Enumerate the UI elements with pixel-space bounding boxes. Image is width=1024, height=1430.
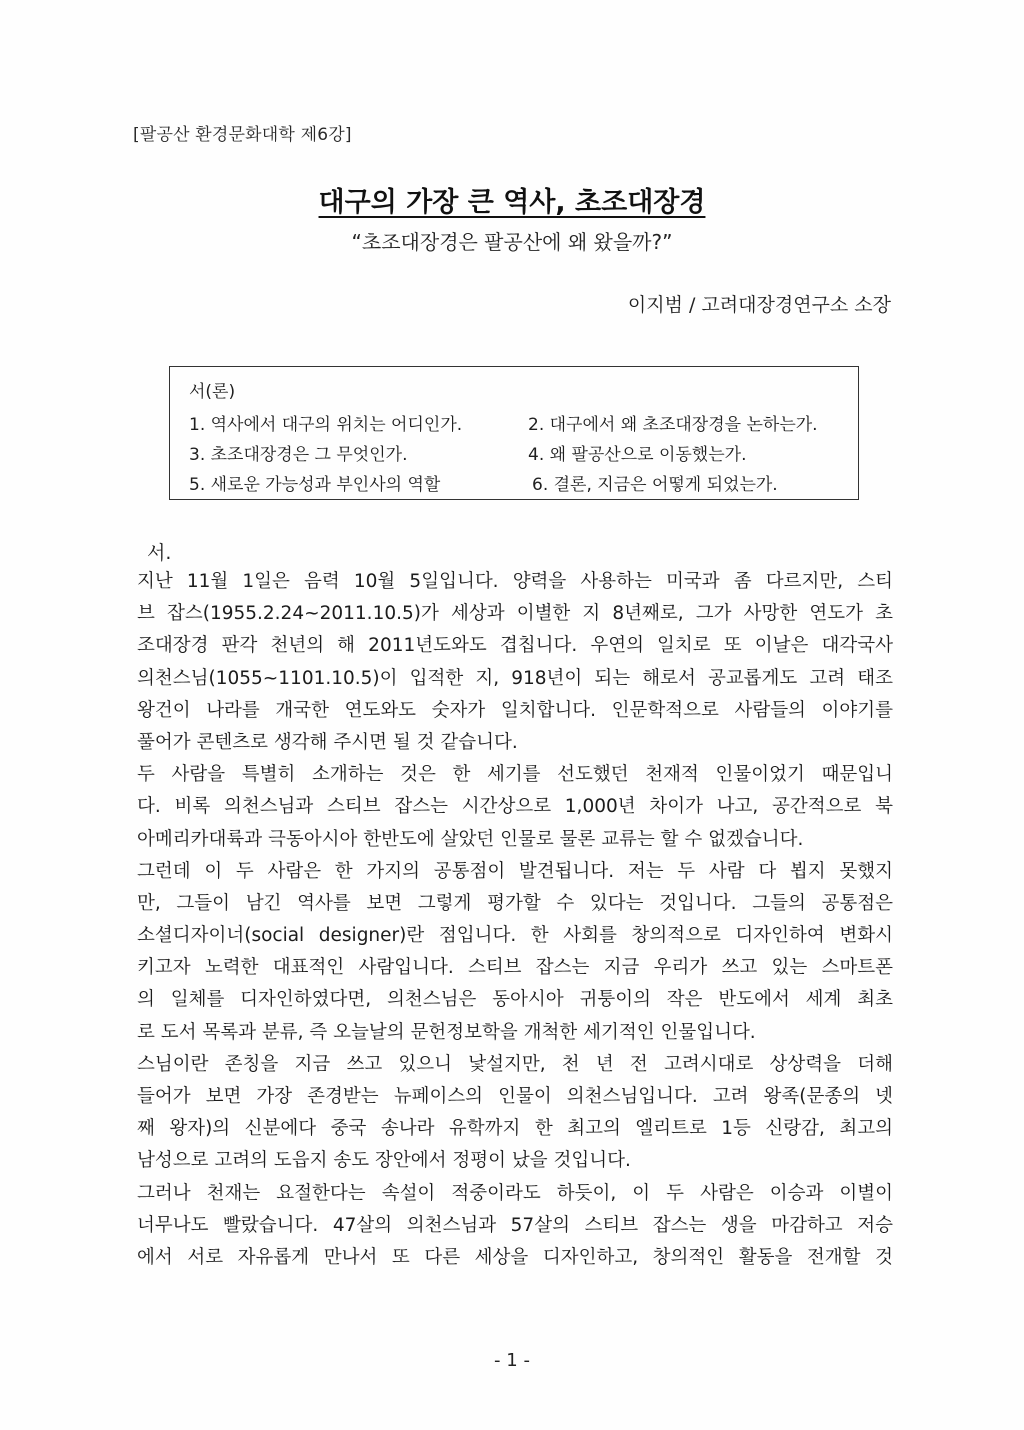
page-subtitle: “초조대장경은 팔공산에 왜 왔을까?” xyxy=(351,230,673,254)
text-line: 조대장경 판각 천년의 해 2011년도와도 겹칩니다. 우연의 일치로 또 이날은 대각국사 xyxy=(137,635,893,657)
text-line: 에서 서로 자유롭게 만나서 또 다른 세상을 디자인하고, 창의적인 활동을 전개할 것 xyxy=(137,1246,893,1268)
text-line: 그러나 천재는 요절한다는 속설이 적중이라도 하듯이, 이 두 사람은 이승과 이별이 xyxy=(137,1182,893,1204)
toc-item: 6. 결론, 지금은 어떻게 되었는가. xyxy=(532,475,778,495)
text-line: 너무나도 빨랐습니다. 47살의 의천스님과 57살의 스티브 잡스는 생을 마감하고 저승 xyxy=(137,1214,893,1236)
toc-heading: 서(론) xyxy=(189,382,236,402)
text-line: 의 일체를 디자인하였다면, 의천스님은 동아시아 귀퉁이의 작은 반도에서 세계 최초 xyxy=(137,989,893,1011)
text-line: 남성으로 고려의 도읍지 송도 장안에서 정평이 났을 것입니다. xyxy=(137,1150,631,1172)
text-line: 브 잡스(1955.2.24~2011.10.5)가 세상과 이별한 지 8년째로, 그가 사망한 연도가 초 xyxy=(137,603,893,625)
text-line: 의천스님(1055~1101.10.5)이 입적한 지, 918년이 되는 해로서 공교롭게도 고려 태조 xyxy=(137,667,893,689)
page-title-text: 대구의 가장 큰 역사, 초조대장경 xyxy=(318,187,706,218)
body-text xyxy=(137,566,893,1274)
series-label: [팔공산 환경문화대학 제6강] xyxy=(133,125,352,145)
text-line: 다. 비록 의천스님과 스티브 잡스는 시간상으로 1,000년 차이가 나고, 공간적으로 북 xyxy=(137,796,893,818)
page-number: - 1 - xyxy=(494,1350,530,1371)
table-of-contents xyxy=(169,366,859,500)
text-line: 풀어가 콘텐츠로 생각해 주시면 될 것 같습니다. xyxy=(137,731,518,753)
toc-item: 5. 새로운 가능성과 부인사의 역할 xyxy=(189,475,441,495)
section-marker: 서. xyxy=(147,542,172,564)
toc-item: 3. 초조대장경은 그 무엇인가. xyxy=(189,445,408,465)
author-line: 이지범 / 고려대장경연구소 소장 xyxy=(627,294,891,316)
text-line: 째 왕자)의 신분에다 중국 송나라 유학까지 한 최고의 엘리트로 1등 신랑감, 최고의 xyxy=(137,1118,893,1140)
text-line: 키고자 노력한 대표적인 사람입니다. 스티브 잡스는 지금 우리가 쓰고 있는 스마트폰 xyxy=(137,957,893,979)
text-line: 스님이란 존칭을 지금 쓰고 있으니 낯설지만, 천 년 전 고려시대로 상상력을 더해 xyxy=(137,1053,893,1075)
page-title xyxy=(0,180,1024,219)
text-line: 지난 11월 1일은 음력 10월 5일입니다. 양력을 사용하는 미국과 좀 다르지만, 스티 xyxy=(137,571,893,592)
toc-item: 4. 왜 팔공산으로 이동했는가. xyxy=(528,445,747,465)
text-line: 아메리카대륙과 극동아시아 한반도에 살았던 인물로 물론 교류는 할 수 없겠습니다. xyxy=(137,828,804,850)
text-line: 로 도서 목록과 분류, 즉 오늘날의 문헌정보학을 개척한 세기적인 인물입니다. xyxy=(137,1021,756,1043)
text-line: 두 사람을 특별히 소개하는 것은 한 세기를 선도했던 천재적 인물이었기 때문입니 xyxy=(137,764,893,786)
text-line: 그런데 이 두 사람은 한 가지의 공통점이 발견됩니다. 저는 두 사람 다 뵙지 못했지 xyxy=(137,860,893,882)
text-line: 소셜디자이너(social designer)란 점입니다. 한 사회를 창의적으로 디자인하여 변화시 xyxy=(137,925,893,947)
toc-item: 1. 역사에서 대구의 위치는 어디인가. xyxy=(189,415,463,435)
text-line: 왕건이 나라를 개국한 연도와도 숫자가 일치합니다. 인문학적으로 사람들의 이야기를 xyxy=(137,699,893,721)
text-line: 만, 그들이 남긴 역사를 보면 그렇게 평가할 수 있다는 것입니다. 그들의 공통점은 xyxy=(137,892,893,914)
text-line: 들어가 보면 가장 존경받는 뉴페이스의 인물이 의천스님입니다. 고려 왕족(문종의 넷 xyxy=(137,1086,893,1107)
toc-item: 2. 대구에서 왜 초조대장경을 논하는가. xyxy=(528,415,818,435)
